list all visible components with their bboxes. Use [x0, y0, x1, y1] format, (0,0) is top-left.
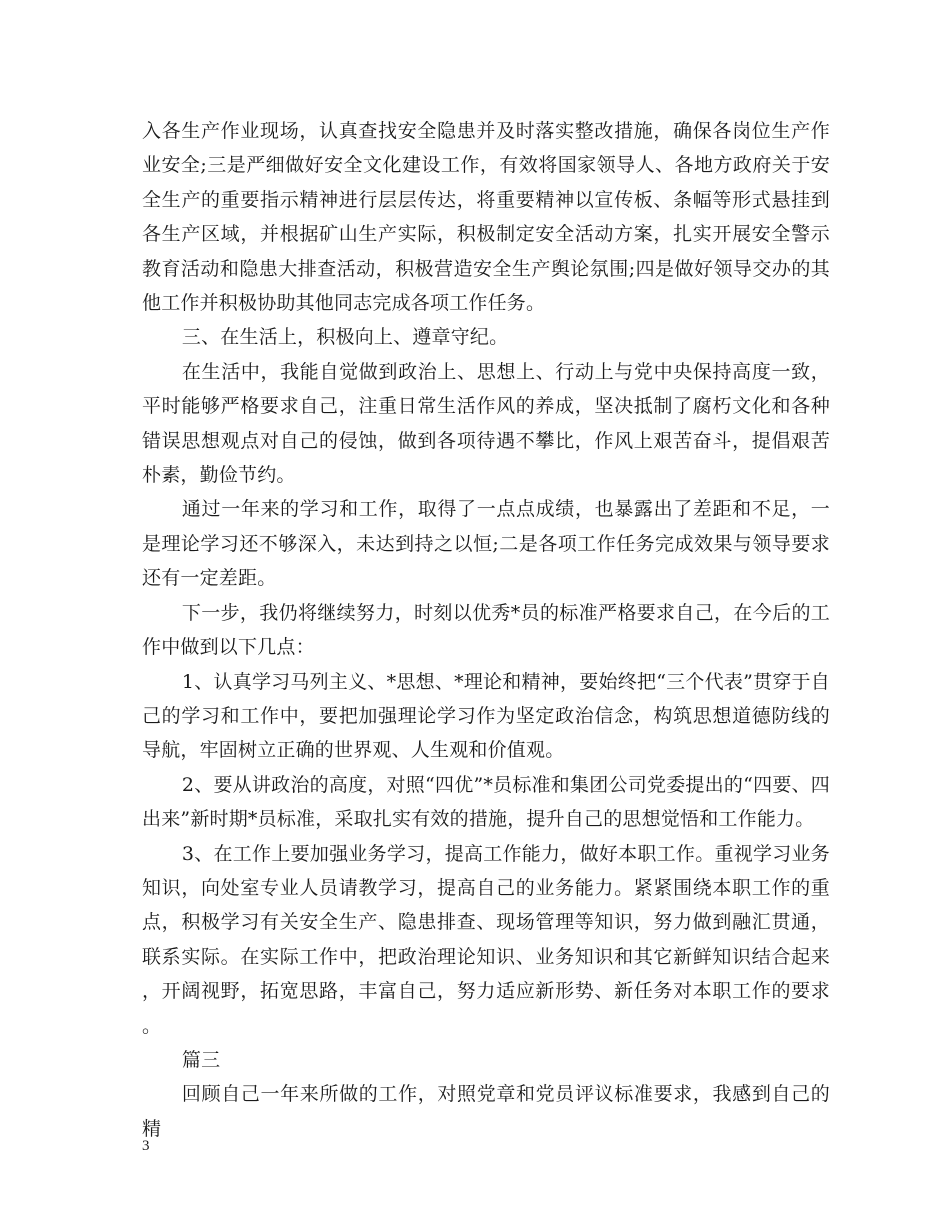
paragraph-life: 在生活中，我能自觉做到政治上、思想上、行动上与党中央保持高度一致，平时能够严格要求自己，注重日常生活作风的养成，坚决抵制了腐朽文化和各种错误思想观点对自己的侵蚀，做到各项待遇不攀比，作风上艰苦奋斗，提倡艰苦朴素，勤俭节约。 — [142, 360, 830, 487]
section-heading-life: 三、在生活上，积极向上、遵章守纪。 — [181, 326, 509, 349]
page-number: 3 — [142, 1138, 150, 1154]
paragraph-review: 回顾自己一年来所做的工作，对照党章和党员评议标准要求，我感到自己的精 — [142, 1083, 830, 1140]
paragraph-next-steps: 下一步，我仍将继续努力，时刻以优秀*员的标准严格要求自己，在今后的工作中做到以下几点： — [142, 601, 830, 659]
document-body — [142, 114, 830, 1146]
list-item-1: 1、认真学习马列主义、*思想、*理论和精神，要始终把“三个代表”贯穿于自己的学习和工作中，要把加强理论学习作为坚定政治信念，构筑思想道德防线的导航，牢固树立正确的世界观、人生观和价值观。 — [142, 670, 830, 762]
section-title-part-three: 篇三 — [181, 1048, 221, 1071]
paragraph-shortcomings: 通过一年来的学习和工作，取得了一点点成绩，也暴露出了差距和不足，一是理论学习还不够深入，未达到持之以恒;二是各项工作任务完成效果与领导要求还有一定差距。 — [142, 498, 830, 590]
paragraph-continued: 入各生产作业现场，认真查找安全隐患并及时落实整改措施，确保各岗位生产作业安全;三是严细做好安全文化建设工作，有效将国家领导人、各地方政府关于安全生产的重要指示精神进行层层传达，将重要精神以宣传板、条幅等形式悬挂到各生产区域，并根据矿山生产实际，积极制定安全活动方案，扎实开展安全警示教育活动和隐患大排查活动，积极营造安全生产舆论氛围;四是做好领导交办的其他工作并积极协助其他同志完成各项工作任务。 — [142, 120, 830, 315]
list-item-3: 3、在工作上要加强业务学习，提高工作能力，做好本职工作。重视学习业务知识，向处室专业人员请教学习，提高自己的业务能力。紧紧围绕本职工作的重点，积极学习有关安全生产、隐患排查、现场管理等知识，努力做到融汇贯通，联系实际。在实际工作中，把政治理论知识、业务知识和其它新鲜知识结合起来，开阔视野，拓宽思路，丰富自己，努力适应新形势、新任务对本职工作的要求。 — [142, 842, 830, 1037]
list-item-2: 2、要从讲政治的高度，对照“四优”*员标准和集团公司党委提出的“四要、四出来”新时期*员标准，采取扎实有效的措施，提升自己的思想觉悟和工作能力。 — [142, 773, 830, 831]
